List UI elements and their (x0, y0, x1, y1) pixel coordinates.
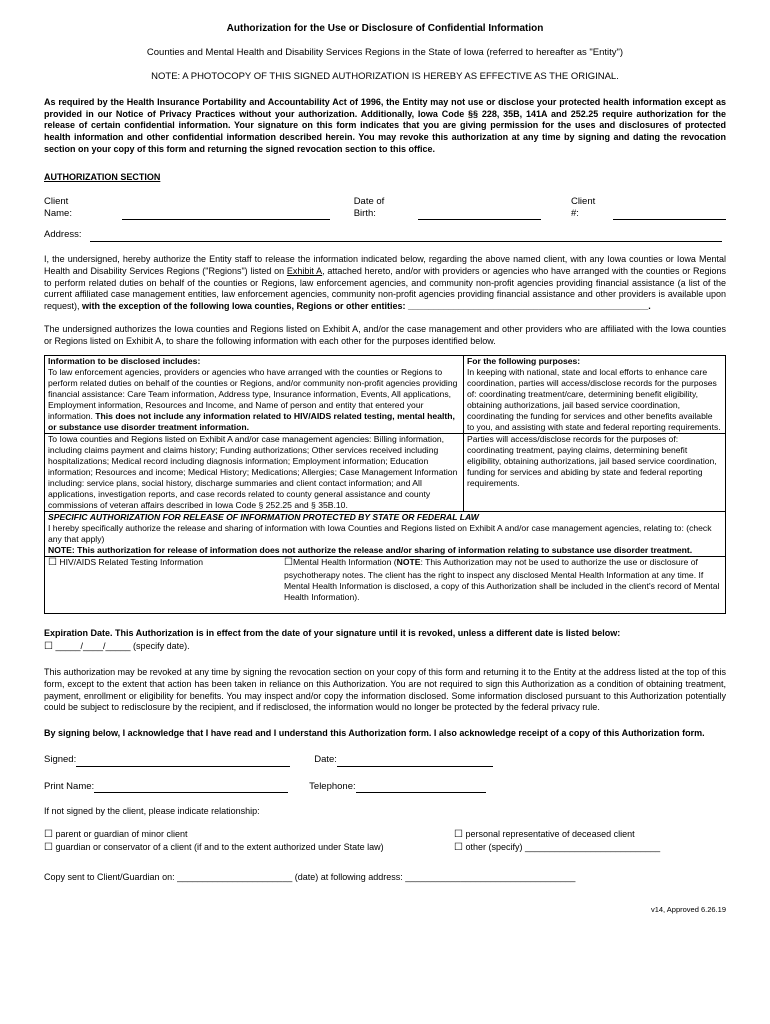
client-number-label: Client #: (570, 195, 596, 220)
telephone-label: Telephone: (309, 780, 356, 792)
auth-text-b: , attached hereto, and/or with providers or agencies who have arranged with the counties or Regions to perform related duties on behalf of the counties or Regions, law enforcement agencies, and community non-profit agencies providing financial assistance (a list of the current affiliated case management entities, law enforcement agencies, community non-profit agencies providing financial assistance and other providers is available upon request), (44, 265, 726, 312)
mental-health-checkbox[interactable]: ☐ (284, 556, 293, 568)
address-row (44, 229, 726, 241)
telephone-field[interactable] (356, 781, 486, 793)
specific-authorization-cell (45, 511, 726, 556)
law-enforcement-info-text: To law enforcement agencies, providers or agencies who have arranged with the counties or Regions to perform related duties on behalf of the counties or Regions, and/or community non-profit agencies providing financial assistance: Care Team information, Address type, Insurance information, Events, All applications, Employment information, Resources and Income, and Name of person and entity that entered your information. (48, 366, 458, 421)
signed-row (44, 754, 726, 766)
expiration-statement: Expiration Date. This Authorization is in effect from the date of your signature until it is revoked, unless a different date is listed below: (44, 627, 621, 638)
parent-label: parent or guardian of minor client (55, 828, 188, 839)
other-label[interactable]: other (specify) ___________________________ (465, 841, 661, 852)
print-name-label: Print Name: (44, 780, 95, 792)
specific-authorization-heading: SPECIFIC AUTHORIZATION FOR RELEASE OF INFORMATION PROTECTED BY STATE OR FEDERAL LAW (48, 511, 479, 522)
copy-sent-line[interactable]: Copy sent to Client/Guardian on: _______________________ (date) at following address: __________________________________ (44, 871, 576, 882)
exhibit-a-ref: Exhibit A (286, 265, 323, 276)
print-name-field[interactable] (94, 781, 288, 793)
expiration-date-field[interactable]: _____/____/_____ (specify date). (55, 640, 190, 651)
date-label: Date: (314, 754, 337, 766)
parent-checkbox[interactable]: ☐ (44, 828, 53, 840)
form-title: Authorization for the Use or Disclosure of Confidential Information (226, 23, 544, 34)
address-field[interactable] (90, 230, 722, 242)
client-name-field[interactable] (122, 208, 329, 220)
client-info-row (44, 196, 726, 221)
expiration-date-row (44, 640, 726, 653)
version-label: v14, Approved 6.26.19 (650, 905, 726, 915)
hiv-checkbox[interactable]: ☐ (48, 556, 57, 568)
purpose-care-coordination: In keeping with national, state and local efforts to enhance care coordination, parties will access/disclose records for the purposes of: coordinating treatment/care, determining benefit eligibility, obtaining authorizations, jail based service coordination, coordinating the funding for services and other benefits available to you, and assisting with state and federal reporting requirements. (467, 366, 721, 432)
purposes-column (464, 355, 726, 433)
form-subtitle: Counties and Mental Health and Disability Services Regions in the State of Iowa (referred to hereafter as "Entity") (146, 47, 624, 58)
protected-info-checkboxes (45, 556, 726, 613)
print-name-row (44, 781, 726, 793)
purposes-heading: For the following purposes: (467, 355, 581, 366)
sharing-paragraph: The undersigned authorizes the Iowa counties and Regions listed on Exhibit A, and/or the case management and other providers who are affiliated with the Iowa counties or Regions listed on Exhibit A, to share the following information with each other for the purposes identified below. (44, 324, 726, 347)
authorization-form (44, 18, 726, 915)
other-checkbox[interactable]: ☐ (454, 841, 463, 853)
relationship-options (44, 828, 726, 854)
revocation-paragraph: This authorization may be revoked at any time by signing the revocation section on your copy of this form and returning it to the Entity at the address listed at the top of this form, except to the extent that action has been taken in reliance on this Authorization. You are not required to sign this Authorization as a condition of obtaining treatment, payment, enrollment or eligibility for benefits. You may inspect and/or copy the information disclosed. Some information disclosed pursuant to this Authorization potentially could be subject to redisclosure by the recipient, and if redisclosed, the information would no longer be protected by the federal privacy rule. (44, 666, 726, 713)
photocopy-note: NOTE: A PHOTOCOPY OF THIS SIGNED AUTHORIZATION IS HEREBY AS EFFECTIVE AS THE ORIGINAL. (151, 71, 619, 83)
dob-label: Date of Birth: (353, 195, 385, 220)
county-region-info: To Iowa counties and Regions listed on Exhibit A and/or case management agencies: Billing information, including claims payment and claims history; Funding authorizations; Other services received including hospitalizations; Medical record including diagnosis information; Employment information; Education information; Resources and income; Medical History; Medications; Allergies; Case Management Information including: service plans, social history, discharge summaries and client contact information; and All applications, investigation reports, and case records related to county general assistance and county commissions of veteran affairs described in Iowa Code § 252.25 and § 35B.10. (45, 433, 464, 511)
signed-label: Signed: (44, 754, 77, 766)
hipaa-intro: As required by the Health Insurance Portability and Accountability Act of 1996, the Entity may not use or disclose your protected health information except as provided in our Notice of Privacy Practices without your authorization. Additionally, Iowa Code §§ 228, 35B, 141A and 252.25 require authorization for the release of certain confidential information. Your signature on this form indicates that you are giving permission for the uses and disclosures of protected health information and other confidential information described herein. You may revoke this authorization at any time by signing and dating the revocation section on your copy of this form and returning the signed revocation section to this office. (44, 96, 726, 155)
exclusion-note: This does not include any information related to HIV/AIDS related testing, mental health, or substance use disorder treatment information. (48, 410, 455, 432)
exception-line[interactable]: with the exception of the following Iowa counties, Regions or other entities: ________________________________________________. (82, 301, 651, 312)
acknowledgement: By signing below, I acknowledge that I have read and I understand this Authorization form. I also acknowledge receipt of a copy of this Authorization form. (44, 728, 705, 739)
client-name-label: Client Name: (44, 195, 72, 220)
substance-use-note: NOTE: This authorization for release of information does not authorize the release and/or sharing of information relating to substance use disorder treatment. (48, 544, 693, 555)
law-enforcement-info (48, 367, 460, 433)
relationship-intro: If not signed by the client, please indicate relationship: (44, 805, 260, 816)
signature-field[interactable] (76, 755, 290, 767)
hiv-label: HIV/AIDS Related Testing Information (59, 556, 203, 567)
address-label: Address: (44, 229, 82, 241)
guardian-checkbox[interactable]: ☐ (44, 841, 53, 853)
info-disclosed-heading: Information to be disclosed includes: (48, 355, 201, 366)
disclosed-info-column (45, 355, 464, 433)
mental-health-note-text: : This Authorization may not be used to authorize the use or disclosure of psychotherapy notes. The client has the right to inspect any disclosed Mental Health Information at any time. If Mental Health Information is disclosed, a copy of this Authorization shall be included in the client's record of Mental Health Information). (284, 556, 720, 602)
date-field[interactable] (337, 755, 493, 767)
mental-health-note-label: NOTE (396, 556, 421, 567)
client-number-field[interactable] (613, 208, 726, 220)
disclosure-table (44, 355, 726, 614)
specific-authorization-text: I hereby specifically authorize the release and sharing of information with Iowa Counties and Regions listed on Exhibit A and/or case management agencies, relating to: (check any that apply) (48, 522, 712, 544)
guardian-label: guardian or conservator of a client (if and to the extent authorized under State law) (55, 841, 384, 852)
authorization-section-heading: AUTHORIZATION SECTION (44, 172, 161, 183)
authorization-paragraph (44, 254, 726, 313)
purpose-claims: Parties will access/disclose records for the purposes of: coordinating treatment, paying claims, determining benefit eligibility, obtaining authorizations, jail based service coordination, funding for services and abiding by state and federal reporting requirements. (464, 433, 726, 511)
dob-field[interactable] (418, 208, 540, 220)
mental-health-label: Mental Health Information ( (292, 556, 397, 567)
expiration-checkbox[interactable]: ☐ (44, 640, 53, 652)
auth-text-a: I, the undersigned, hereby authorize the Entity staff to release the information indicated below, regarding the above named client, with any Iowa counties or Iowa Mental Health and Disability Services Regions ("Regions") listed on (44, 253, 726, 276)
personal-rep-label: personal representative of deceased client (465, 828, 635, 839)
personal-rep-checkbox[interactable]: ☐ (454, 828, 463, 840)
